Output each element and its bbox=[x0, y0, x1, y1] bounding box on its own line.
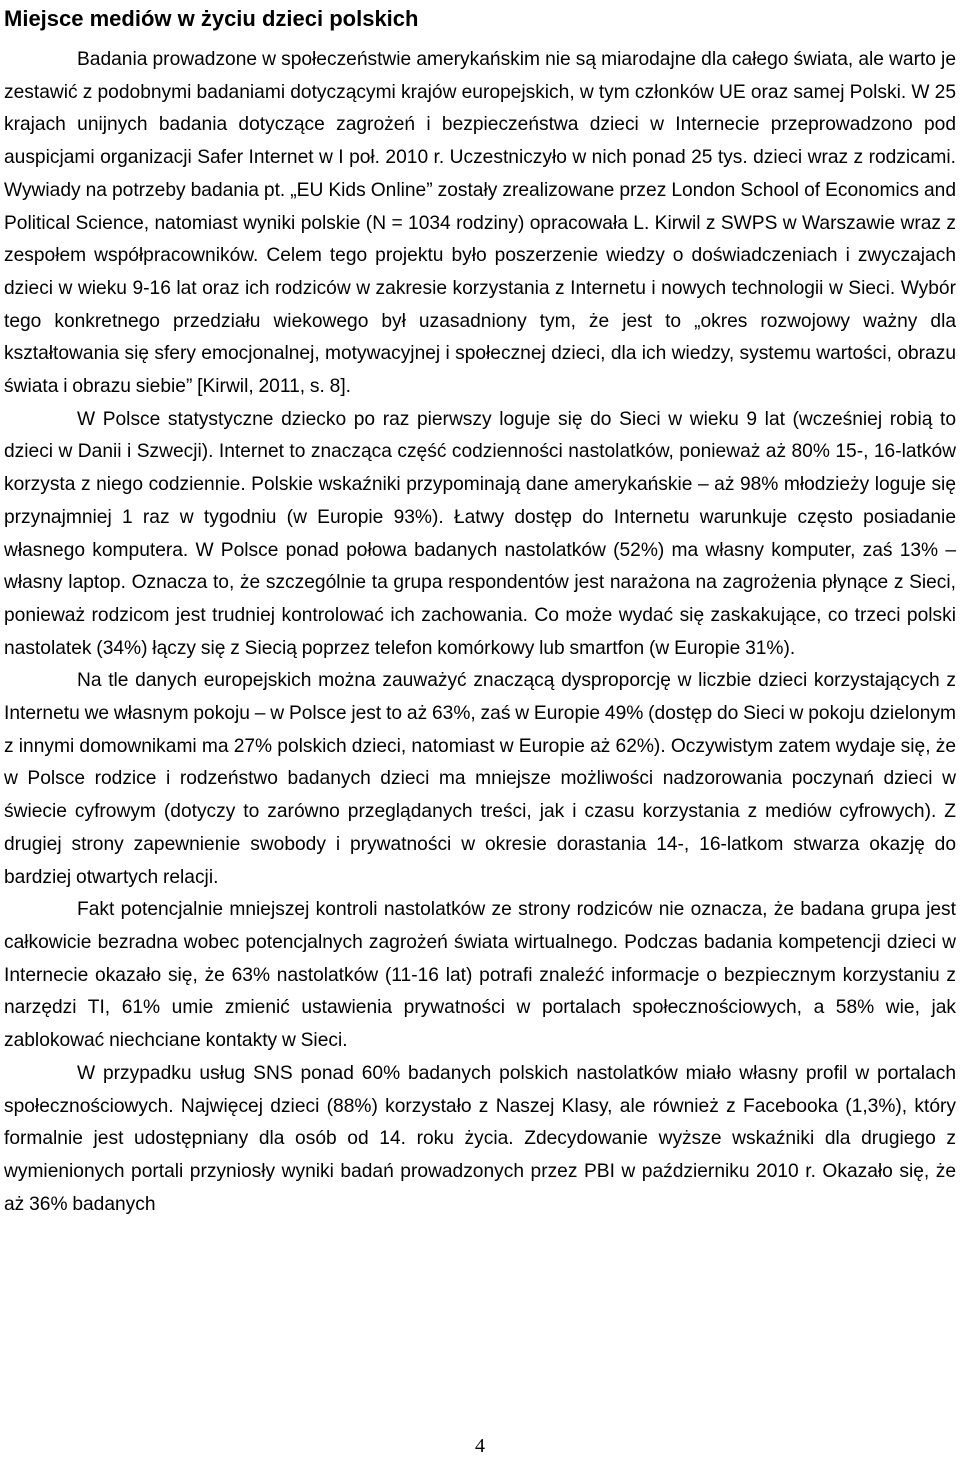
section-title: Miejsce mediów w życiu dzieci polskich bbox=[4, 6, 419, 31]
body-text bbox=[4, 44, 956, 1221]
document-page bbox=[4, 0, 956, 1221]
paragraph-2: W Polsce statystyczne dziecko po raz pierwszy loguje się do Sieci w wieku 9 lat (wcześniej robią to dzieci w Danii i Szwecji). Internet to znacząca część codzienności nastolatków, ponieważ aż 80% 15-, 16-latków korzysta z niego codziennie. Polskie wskaźniki przypominają dane amerykańskie – aż 98% młodzieży loguje się przynajmniej 1 raz w tygodniu (w Europie 93%). Łatwy dostęp do Internetu warunkuje często posiadanie własnego komputera. W Polsce ponad połowa badanych nastolatków (52%) ma własny komputer, zaś 13% – własny laptop. Oznacza to, że szczególnie ta grupa respondentów jest narażona na zagrożenia płynące z Sieci, ponieważ rodzicom jest trudniej kontrolować ich zachowania. Co może wydać się zaskakujące, co trzeci polski nastolatek (34%) łączy się z Siecią poprzez telefon komórkowy lub smartfon (w Europie 31%). bbox=[4, 408, 956, 659]
page-number: 4 bbox=[475, 1435, 485, 1457]
paragraph-4: Fakt potencjalnie mniejszej kontroli nastolatków ze strony rodziców nie oznacza, że badana grupa jest całkowicie bezradna wobec potencjalnych zagrożeń świata wirtualnego. Podczas badania kompetencji dzieci w Internecie okazało się, że 63% nastolatków (11-16 lat) potrafi znaleźć informacje o bezpiecznym korzystaniu z narzędzi TI, 61% umie zmienić ustawienia prywatności w portalach społecznościowych, a 58% wie, jak zablokować niechciane kontakty w Sieci. bbox=[4, 899, 956, 1052]
paragraph-5: W przypadku usług SNS ponad 60% badanych polskich nastolatków miało własny profil w portalach społecznościowych. Najwięcej dzieci (88%) korzystało z Naszej Klasy, ale również z Facebooka (1,3%), który formalnie jest udostępniany dla osób od 14. roku życia. Zdecydowanie wyższe wskaźniki dla drugiego z wymienionych portali przyniosły wyniki badań prowadzonych przez PBI w październiku 2010 r. Okazało się, że aż 36% badanych bbox=[4, 1062, 956, 1215]
paragraph-3: Na tle danych europejskich można zauważyć znaczącą dysproporcję w liczbie dzieci korzystających z Internetu we własnym pokoju – w Polsce jest to aż 63%, zaś w Europie 49% (dostęp do Sieci w pokoju dzielonym z innymi domownikami ma 27% polskich dzieci, natomiast w Europie aż 62%). Oczywistym zatem wydaje się, że w Polsce rodzice i rodzeństwo badanych dzieci ma mniejsze możliwości nadzorowania poczynań dzieci w świecie cyfrowym (dotyczy to zarówno przeglądanych treści, jak i czasu korzystania z mediów cyfrowych). Z drugiej strony zapewnienie swobody i prywatności w okresie dorastania 14-, 16-latkom stwarza okazję do bardziej otwartych relacji. bbox=[4, 670, 956, 888]
paragraph-1: Badania prowadzone w społeczeństwie amerykańskim nie są miarodajne dla całego świata, ale warto je zestawić z podobnymi badaniami dotyczącymi krajów europejskich, w tym członków UE oraz samej Polski. W 25 krajach unijnych badania dotyczące zagrożeń i bezpieczeństwa dzieci w Internecie przeprowadzono pod auspicjami organizacji Safer Internet w I poł. 2010 r. Uczestniczyło w nich ponad 25 tys. dzieci wraz z rodzicami. Wywiady na potrzeby badania pt. „EU Kids Online” zostały zrealizowane przez London School of Economics and Political Science, natomiast wyniki polskie (N = 1034 rodziny) opracowała L. Kirwil z SWPS w Warszawie wraz z zespołem współpracowników. Celem tego projektu było poszerzenie wiedzy o doświadczeniach i zwyczajach dzieci w wieku 9-16 lat oraz ich rodziców w zakresie korzystania z Internetu i nowych technologii w Sieci. Wybór tego konkretnego przedziału wiekowego był uzasadniony tym, że jest to „okres rozwojowy ważny dla kształtowania się sfery emocjonalnej, motywacyjnej i społecznej dzieci, dla ich wiedzy, systemu wartości, obrazu świata i obrazu siebie” [Kirwil, 2011, s. 8]. bbox=[4, 49, 956, 398]
